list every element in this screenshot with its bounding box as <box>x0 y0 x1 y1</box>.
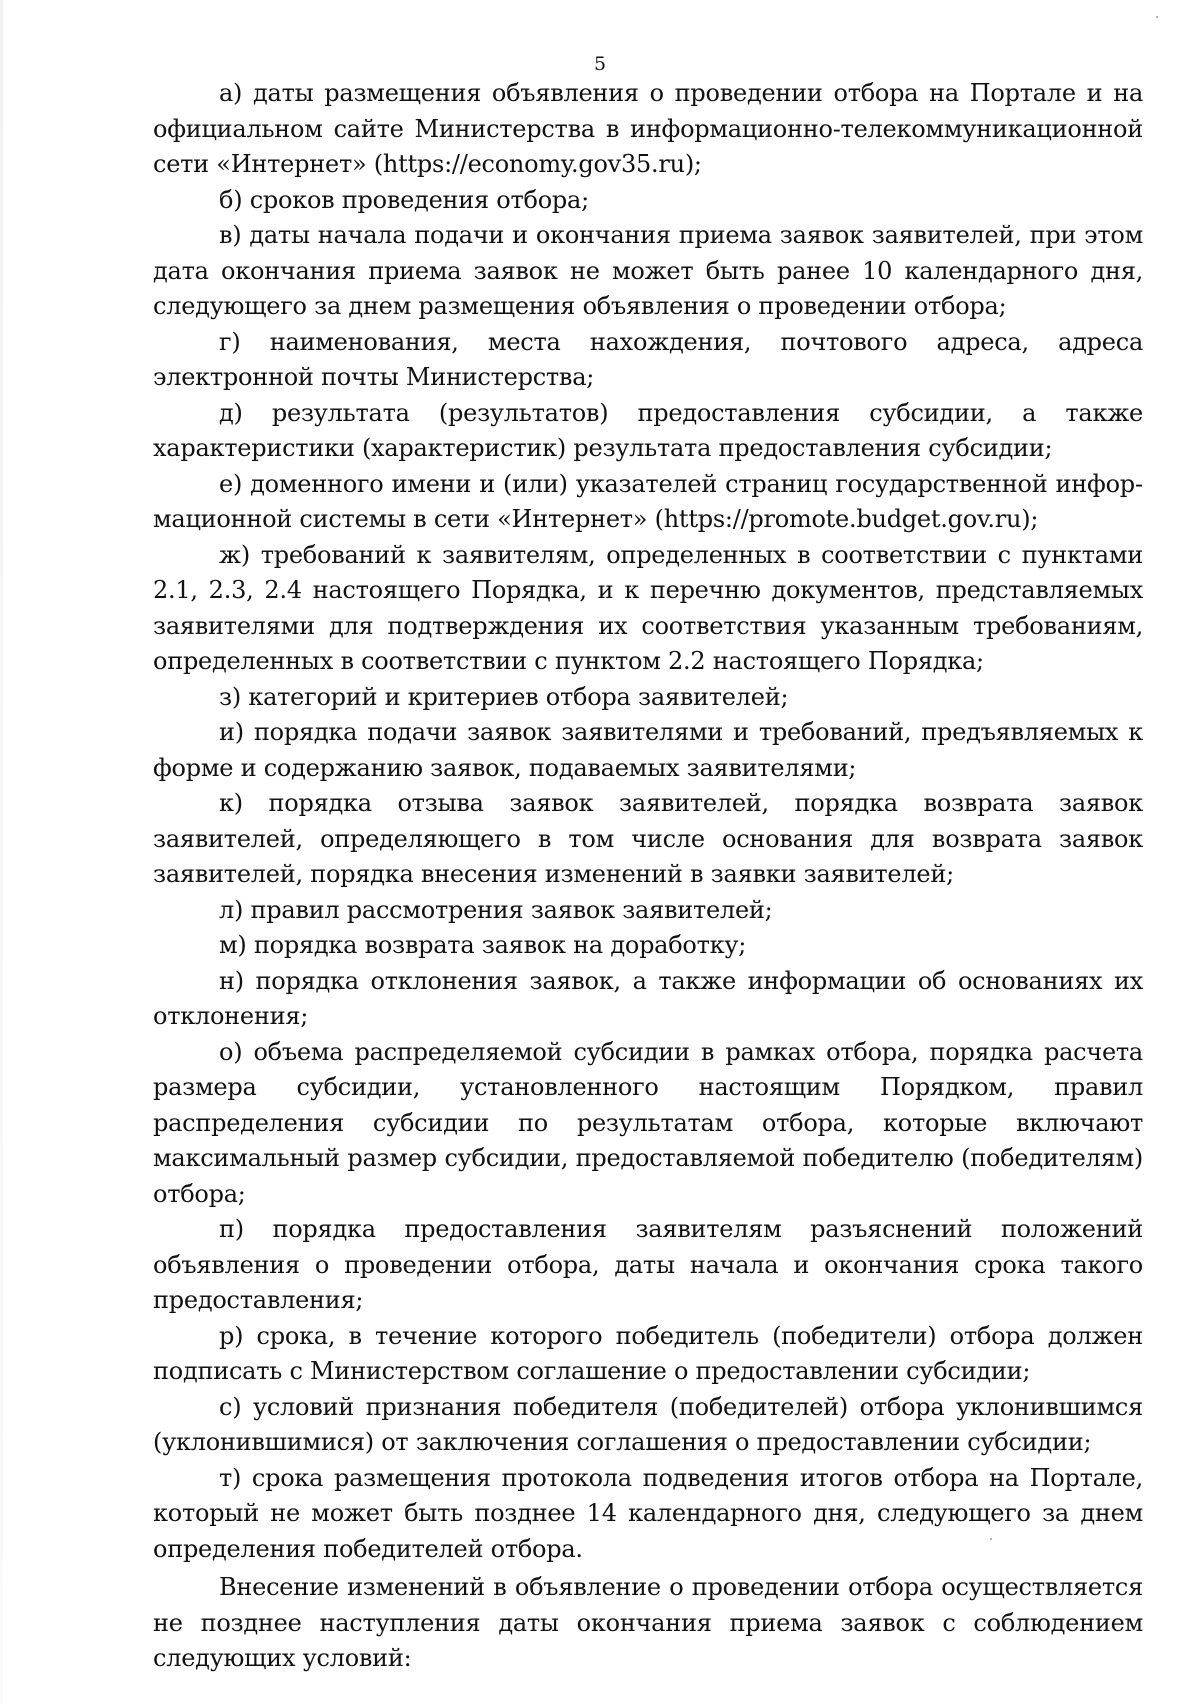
scan-speck <box>1156 16 1158 18</box>
paragraph-m: м) порядка возврата заявок на доработку; <box>219 931 747 959</box>
document-body <box>153 76 1143 1677</box>
scan-speck <box>990 1538 992 1540</box>
paragraph-o: о) объема распределяемой субсидии в рамках отбора, порядка расчета размера субсидии, установленного настоящим Порядком, правил распределения субсидии по результатам отбора, которые включают максимальный размер субсидии, предоставляемой победителю (победителям) отбора; <box>153 1037 1143 1208</box>
paragraph-a: а) даты размещения объявления о проведении отбора на Портале и на официальном сайте Министерства в информационно-телекоммуникационной сети «Интернет» (https://economy.gov35.ru); <box>153 79 1143 178</box>
paragraph-r: р) срока, в течение которого победитель (победители) отбора должен подписать с Министерством соглашение о предоставлении субсидии; <box>153 1321 1143 1385</box>
paragraph-amendments: Внесение изменений в объявление о проведении отбора осуществляется не позднее наступления даты окончания приема заявок с соблюдением следующих условий: <box>153 1573 1143 1672</box>
paragraph-p: п) порядка предоставления заявителям разъяснений положений объявления о проведении отбора, даты начала и окончания срока такого предоставления; <box>153 1215 1143 1314</box>
page-number: 5 <box>593 53 607 75</box>
scan-edge-shadow <box>0 0 3 1704</box>
paragraph-v: в) даты начала подачи и окончания приема заявок заявителей, при этом дата окончания приема заявок не может быть ранее 10 календарного дня, следующего за днем размещения объявления о проведении отбора; <box>153 221 1143 320</box>
paragraph-k: к) порядка отзыва заявок заявителей, порядка возврата заявок заявителей, определяющего в том числе основания для возврата заявок заявителей, порядка внесения изменений в заявки заявителей; <box>153 789 1143 888</box>
paragraph-b: б) сроков проведения отбора; <box>219 185 589 214</box>
paragraph-g: г) наименования, места нахождения, почтового адреса, адреса электронной почты Министерства; <box>153 327 1143 391</box>
paragraph-t: т) срока размещения протокола подведения итогов отбора на Портале, который не может быть позднее 14 календарного дня, следующего за днем определения победителей отбора. <box>153 1463 1143 1563</box>
paragraph-l: л) правил рассмотрения заявок заявителей; <box>219 895 773 924</box>
paragraph-e: е) доменного имени и (или) указателей страниц государственной информационной системы в сети «Интернет» (https://promote.budget.gov.ru); <box>153 469 1143 533</box>
paragraph-zh: ж) требований к заявителям, определенных в соответствии с пунктами 2.1, 2.3, 2.4 настоящего Порядка, и к перечню документов, представляемых заявителями для подтверждения их соответствия указанным требованиям, определенных в соответствии с пунктом 2.2 настоящего Порядка; <box>153 540 1143 675</box>
paragraph-z: з) категорий и критериев отбора заявителей; <box>219 682 789 711</box>
paragraph-s: с) условий признания победителя (победителей) отбора уклонившимся (уклонившимися) от заключения соглашения о предоставлении субсидии; <box>153 1392 1143 1456</box>
paragraph-d: д) результата (результатов) предоставления субсидии, а также характеристики (характеристик) результата предоставления субсидии; <box>153 398 1143 462</box>
paragraph-n: н) порядка отклонения заявок, а также информации об основаниях их отклонения; <box>153 966 1143 1030</box>
paragraph-i: и) порядка подачи заявок заявителями и требований, предъявляемых к форме и содержанию заявок, подаваемых заявителями; <box>153 718 1143 782</box>
